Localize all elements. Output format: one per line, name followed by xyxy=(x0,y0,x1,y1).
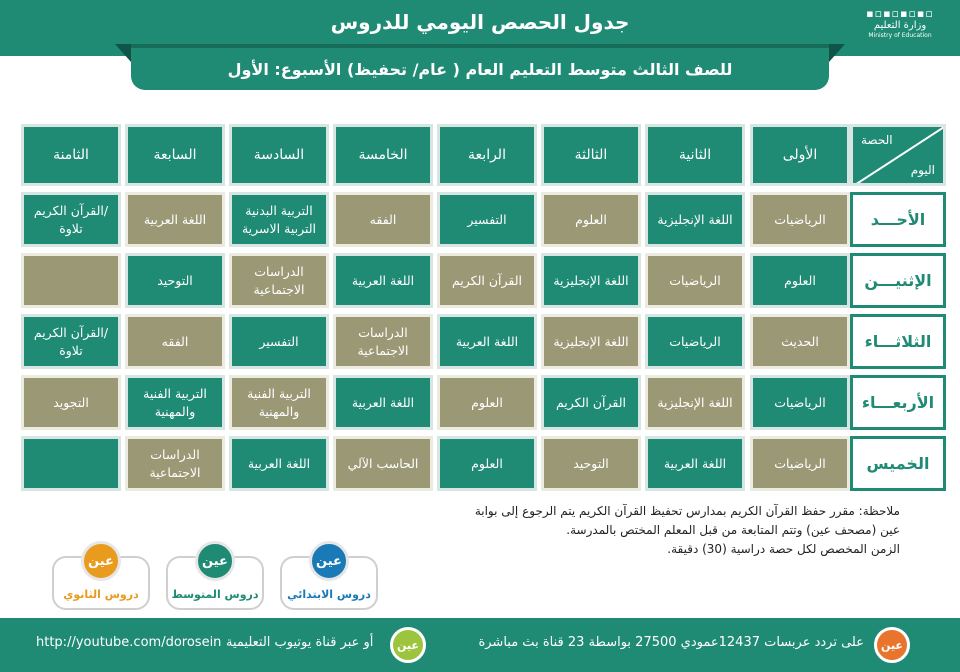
day-label: الأربعـــاء xyxy=(850,375,946,430)
notes-block xyxy=(448,502,900,559)
ein-youtube-logo-icon: عين xyxy=(390,627,426,663)
subject-cell xyxy=(21,253,121,308)
period-header: الثانية xyxy=(645,124,745,186)
ein-logo-icon: عين xyxy=(81,541,121,581)
ministry-logo-icon: ▪▫▪▫▪▫▪▫ xyxy=(866,7,934,20)
ein-logo-icon: عين xyxy=(195,541,235,581)
subject-cell: اللغة العربية xyxy=(333,253,433,308)
subject-cell: العلوم xyxy=(437,375,537,430)
subject-cell: القرآن الكريم/ تلاوة xyxy=(21,314,121,369)
subject-cell: العلوم xyxy=(750,253,850,308)
subject-cell: اللغة الإنجليزية xyxy=(645,192,745,247)
badge-intermediate[interactable] xyxy=(166,553,264,610)
footer-bar xyxy=(0,618,960,672)
period-header: الأولى xyxy=(750,124,850,186)
ministry-name-ar: وزارة التعليم xyxy=(873,20,927,31)
subject-cell: الرياضيات xyxy=(750,436,850,491)
page-title: جدول الحصص اليومي للدروس xyxy=(330,10,630,34)
day-label: الأحـــد xyxy=(850,192,946,247)
ministry-logo xyxy=(854,8,946,40)
subject-cell: اللغة الإنجليزية xyxy=(541,314,641,369)
subject-cell: القرآن الكريم xyxy=(437,253,537,308)
subject-cell: التجويد xyxy=(21,375,121,430)
period-header: السابعة xyxy=(125,124,225,186)
badge-label: دروس الابتدائي xyxy=(287,588,371,601)
subject-cell: اللغة الإنجليزية xyxy=(645,375,745,430)
subject-cell: التربية الفنية والمهنية xyxy=(229,375,329,430)
subject-cell xyxy=(21,436,121,491)
subject-cell: اللغة العربية xyxy=(437,314,537,369)
day-corner-label: اليوم xyxy=(910,163,935,177)
subject-cell: اللغة العربية xyxy=(125,192,225,247)
period-header: الرابعة xyxy=(437,124,537,186)
badge-secondary[interactable] xyxy=(52,553,150,610)
subject-cell: التربية الفنية والمهنية xyxy=(125,375,225,430)
ministry-name-en: Ministry of Education xyxy=(868,32,932,39)
subject-cell: الفقه xyxy=(333,192,433,247)
table-corner-header xyxy=(850,124,946,186)
banner-subtitle: للصف الثالث متوسط التعليم العام ( عام/ تحفيظ) الأسبوع: الأول xyxy=(227,60,733,79)
youtube-link[interactable]: http://youtube.com/dorosein xyxy=(36,635,222,650)
period-header: الثامنة xyxy=(21,124,121,186)
subject-cell: التربية البدنية التربية الاسرية xyxy=(229,192,329,247)
note-line-3: الزمن المخصص لكل حصة دراسية (30) دقيقة. xyxy=(667,542,900,556)
subject-cell: الحاسب الآلي xyxy=(333,436,433,491)
subject-cell: الدراسات الاجتماعية xyxy=(125,436,225,491)
day-label: الثلاثـــاء xyxy=(850,314,946,369)
subject-cell: التفسير xyxy=(229,314,329,369)
banner-ribbon xyxy=(131,44,829,90)
subject-cell: الرياضيات xyxy=(750,192,850,247)
day-label: الإثنيـــن xyxy=(850,253,946,308)
broadcast-info: على تردد عربسات 12437عمودي 27500 بواسطة 23 قناة بث مباشرة xyxy=(478,635,864,650)
period-header: السادسة xyxy=(229,124,329,186)
period-header: الثالثة xyxy=(541,124,641,186)
period-corner-label: الحصة xyxy=(861,133,893,147)
subject-cell: الفقه xyxy=(125,314,225,369)
subject-cell: اللغة العربية xyxy=(333,375,433,430)
subject-cell: التوحيد xyxy=(541,436,641,491)
subject-cell: الرياضيات xyxy=(645,314,745,369)
ein-channel-logo-icon: عين xyxy=(874,627,910,663)
subject-cell: الرياضيات xyxy=(645,253,745,308)
badge-elementary[interactable] xyxy=(280,553,378,610)
subject-cell: الدراسات الاجتماعية xyxy=(333,314,433,369)
subject-cell: اللغة العربية xyxy=(229,436,329,491)
badge-label: دروس المتوسط xyxy=(171,588,259,601)
note-line-1: ملاحظة: مقرر حفظ القرآن الكريم بمدارس تحفيظ القرآن الكريم يتم الرجوع إلى بوابة xyxy=(474,504,900,518)
subject-cell: اللغة الإنجليزية xyxy=(541,253,641,308)
day-label: الخميس xyxy=(850,436,946,491)
subject-cell: العلوم xyxy=(437,436,537,491)
banner-fold-right xyxy=(829,44,845,62)
banner-fold-left xyxy=(115,44,131,62)
subject-cell: الحديث xyxy=(750,314,850,369)
subtitle-banner xyxy=(115,44,845,90)
subject-cell: التفسير xyxy=(437,192,537,247)
period-header: الخامسة xyxy=(333,124,433,186)
subject-cell: الرياضيات xyxy=(750,375,850,430)
ein-logo-icon: عين xyxy=(309,541,349,581)
subject-cell: القرآن الكريم xyxy=(541,375,641,430)
subject-cell: الدراسات الاجتماعية xyxy=(229,253,329,308)
subject-cell: التوحيد xyxy=(125,253,225,308)
youtube-prefix: أو عبر قناة يوتيوب التعليمية xyxy=(226,635,374,650)
note-line-2: عين (مصحف عين) وتتم المتابعة من قبل المعلم المختص بالمدرسة. xyxy=(566,523,900,537)
subject-cell: العلوم xyxy=(541,192,641,247)
subject-cell: القرآن الكريم/ تلاوة xyxy=(21,192,121,247)
subject-cell: اللغة العربية xyxy=(645,436,745,491)
badge-label: دروس الثانوي xyxy=(63,588,139,601)
